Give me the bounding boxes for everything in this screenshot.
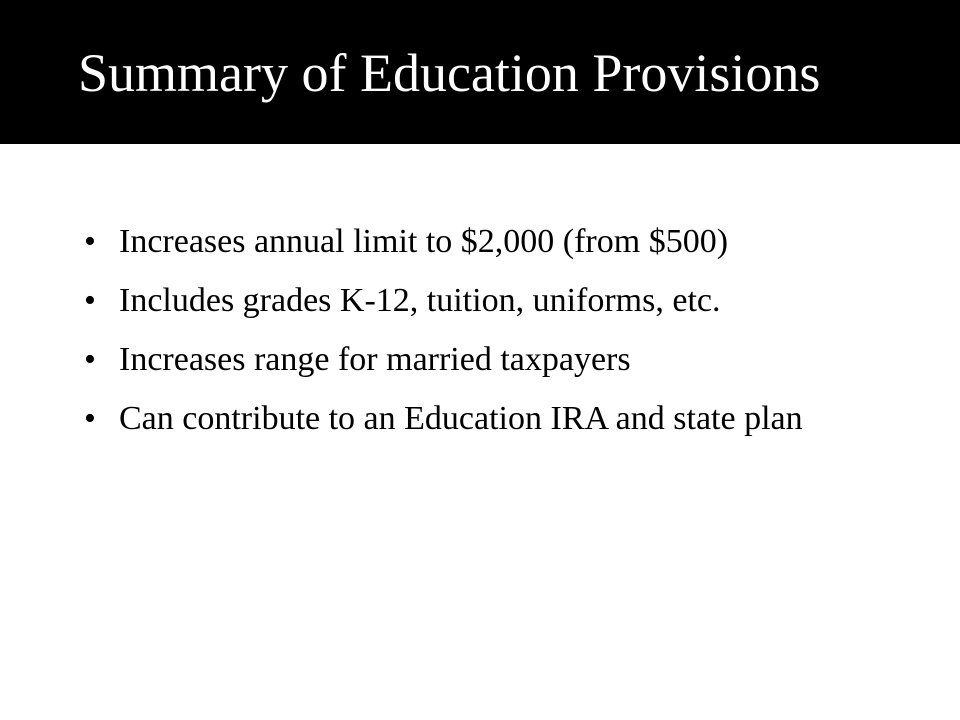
bullet-text: Increases range for married taxpayers xyxy=(119,341,631,378)
bullet-list xyxy=(84,218,904,454)
bullet-text: Includes grades K-12, tuition, uniforms, etc. xyxy=(119,282,721,319)
bullet-item xyxy=(84,277,904,325)
bullet-text: Can contribute to an Education IRA and state plan xyxy=(119,400,803,437)
bullet-icon: • xyxy=(84,282,96,319)
bullet-item xyxy=(84,336,904,384)
bullet-item xyxy=(84,218,904,266)
slide-title: Summary of Education Provisions xyxy=(78,43,821,103)
bullet-icon: • xyxy=(84,341,96,378)
bullet-icon: • xyxy=(84,223,96,260)
bullet-text: Increases annual limit to $2,000 (from $500) xyxy=(119,223,729,260)
bullet-item xyxy=(84,395,904,443)
title-bar xyxy=(0,0,960,144)
bullet-icon: • xyxy=(84,400,96,437)
